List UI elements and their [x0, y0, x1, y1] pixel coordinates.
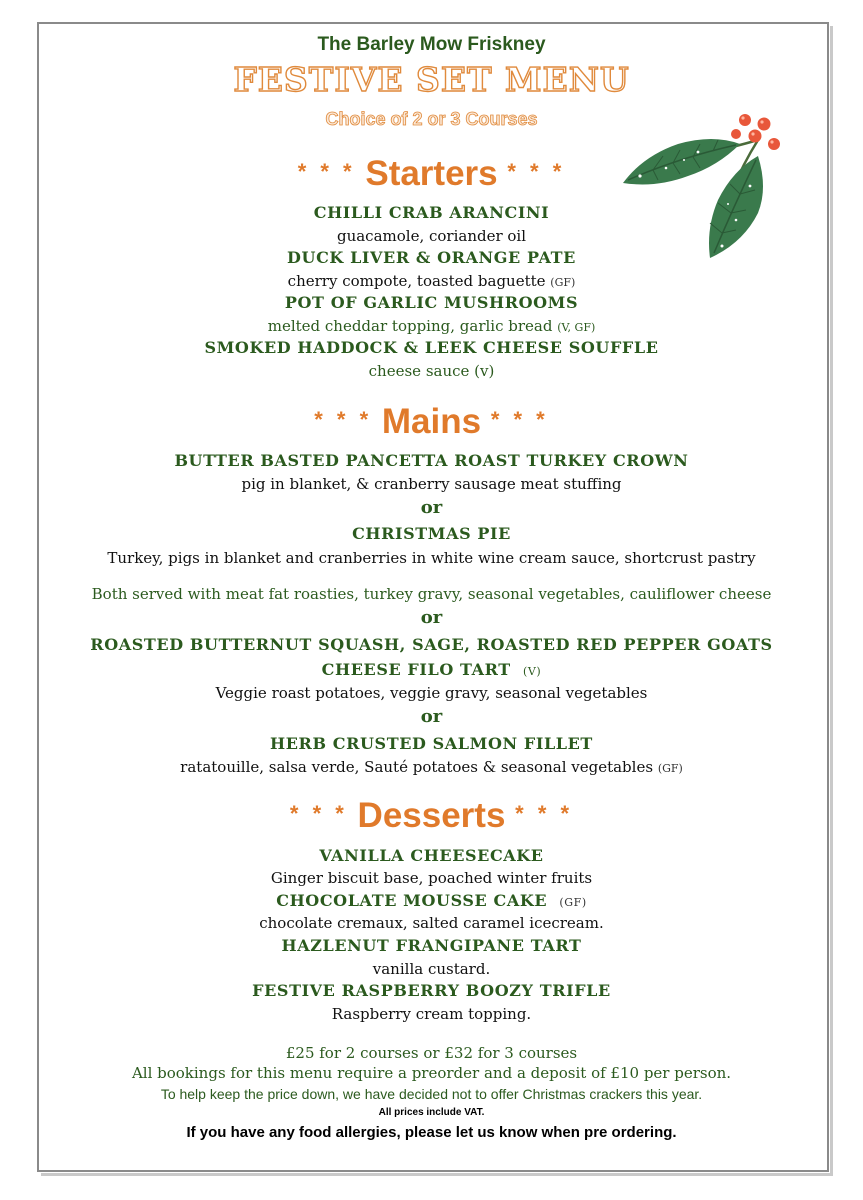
stars-right: * * *: [507, 159, 566, 184]
dish-description-text: melted cheddar topping, garlic bread: [267, 317, 553, 335]
or-separator: or: [420, 607, 443, 628]
dish-description: Veggie roast potatoes, veggie gravy, seasonal vegetables: [215, 684, 648, 702]
stars-left: * * *: [289, 801, 348, 826]
dish-name: CHOCOLATE MOUSSE CAKE: [276, 891, 548, 910]
stars-left: * * *: [297, 159, 356, 184]
dish-name: POT OF GARLIC MUSHROOMS: [284, 293, 579, 312]
dish-description: Raspberry cream topping.: [331, 1005, 532, 1023]
dish-name-row: [0, 891, 863, 910]
dish-description: vanilla custard.: [372, 960, 491, 978]
booking-info: All bookings for this menu require a preorder and a deposit of £10 per person.: [131, 1064, 732, 1082]
dish-name: CHRISTMAS PIE: [352, 524, 511, 543]
stars-right: * * *: [515, 801, 574, 826]
dish-name: DUCK LIVER & ORANGE PATE: [287, 248, 576, 267]
dish-description: pig in blanket, & cranberry sausage meat stuffing: [241, 475, 622, 493]
menu-title: FESTIVE SET MENU: [233, 60, 630, 99]
dish-name: FESTIVE RASPBERRY BOOZY TRIFLE: [252, 981, 611, 1000]
dish-name: ROASTED BUTTERNUT SQUASH, SAGE, ROASTED RED PEPPER GOATS: [90, 635, 773, 654]
dietary-tag: (V, GF): [557, 321, 596, 334]
dish-description: guacamole, coriander oil: [336, 227, 527, 245]
or-separator: or: [420, 497, 443, 518]
stars-right: * * *: [490, 407, 549, 432]
dish-description: chocolate cremaux, salted caramel icecream.: [259, 914, 604, 932]
menu-subtitle: Choice of 2 or 3 Courses: [325, 109, 538, 129]
dish-description: cheese sauce (v): [368, 362, 495, 380]
dish-name: VANILLA CHEESECAKE: [319, 846, 544, 865]
dish-name: BUTTER BASTED PANCETTA ROAST TURKEY CROWN: [174, 451, 689, 470]
dish-description: [0, 317, 863, 335]
restaurant-name: The Barley Mow Friskney: [317, 34, 546, 55]
allergy-note: If you have any food allergies, please let us know when pre ordering.: [186, 1124, 677, 1141]
mains-heading: [0, 402, 863, 442]
desserts-heading: [0, 796, 863, 836]
stars-left: * * *: [314, 407, 373, 432]
starters-heading: [0, 154, 863, 194]
dietary-tag: (GF): [550, 276, 576, 289]
dish-description: Turkey, pigs in blanket and cranberries in white wine cream sauce, shortcrust pastry: [107, 549, 756, 567]
desserts-title: Desserts: [357, 796, 506, 835]
crackers-note: To help keep the price down, we have decided not to offer Christmas crackers this year.: [160, 1086, 703, 1102]
dish-name: HERB CRUSTED SALMON FILLET: [270, 734, 593, 753]
dietary-tag: (V): [522, 665, 542, 678]
dish-name: HAZLENUT FRANGIPANE TART: [281, 936, 582, 955]
dietary-tag: (GF): [657, 762, 683, 775]
starters-title: Starters: [365, 154, 498, 193]
mains-title: Mains: [381, 402, 482, 441]
vat-note: All prices include VAT.: [378, 1107, 485, 1118]
dish-description: [0, 272, 863, 290]
dietary-tag: (GF): [559, 896, 587, 909]
dish-description-text: cherry compote, toasted baguette: [287, 272, 546, 290]
dish-description: [0, 758, 863, 776]
dish-description: Ginger biscuit base, poached winter fruits: [270, 869, 593, 887]
dish-name: SMOKED HADDOCK & LEEK CHEESE SOUFFLE: [204, 338, 659, 357]
dish-name-line2: [0, 660, 863, 679]
price-info: £25 for 2 courses or £32 for 3 courses: [285, 1044, 578, 1062]
dish-name: CHILLI CRAB ARANCINI: [313, 203, 550, 222]
dish-description-text: ratatouille, salsa verde, Sauté potatoes & seasonal vegetables: [180, 758, 654, 776]
dish-name-text: CHEESE FILO TART: [321, 660, 511, 679]
or-separator: or: [420, 706, 443, 727]
sides-note: Both served with meat fat roasties, turkey gravy, seasonal vegetables, cauliflower cheese: [91, 585, 772, 603]
